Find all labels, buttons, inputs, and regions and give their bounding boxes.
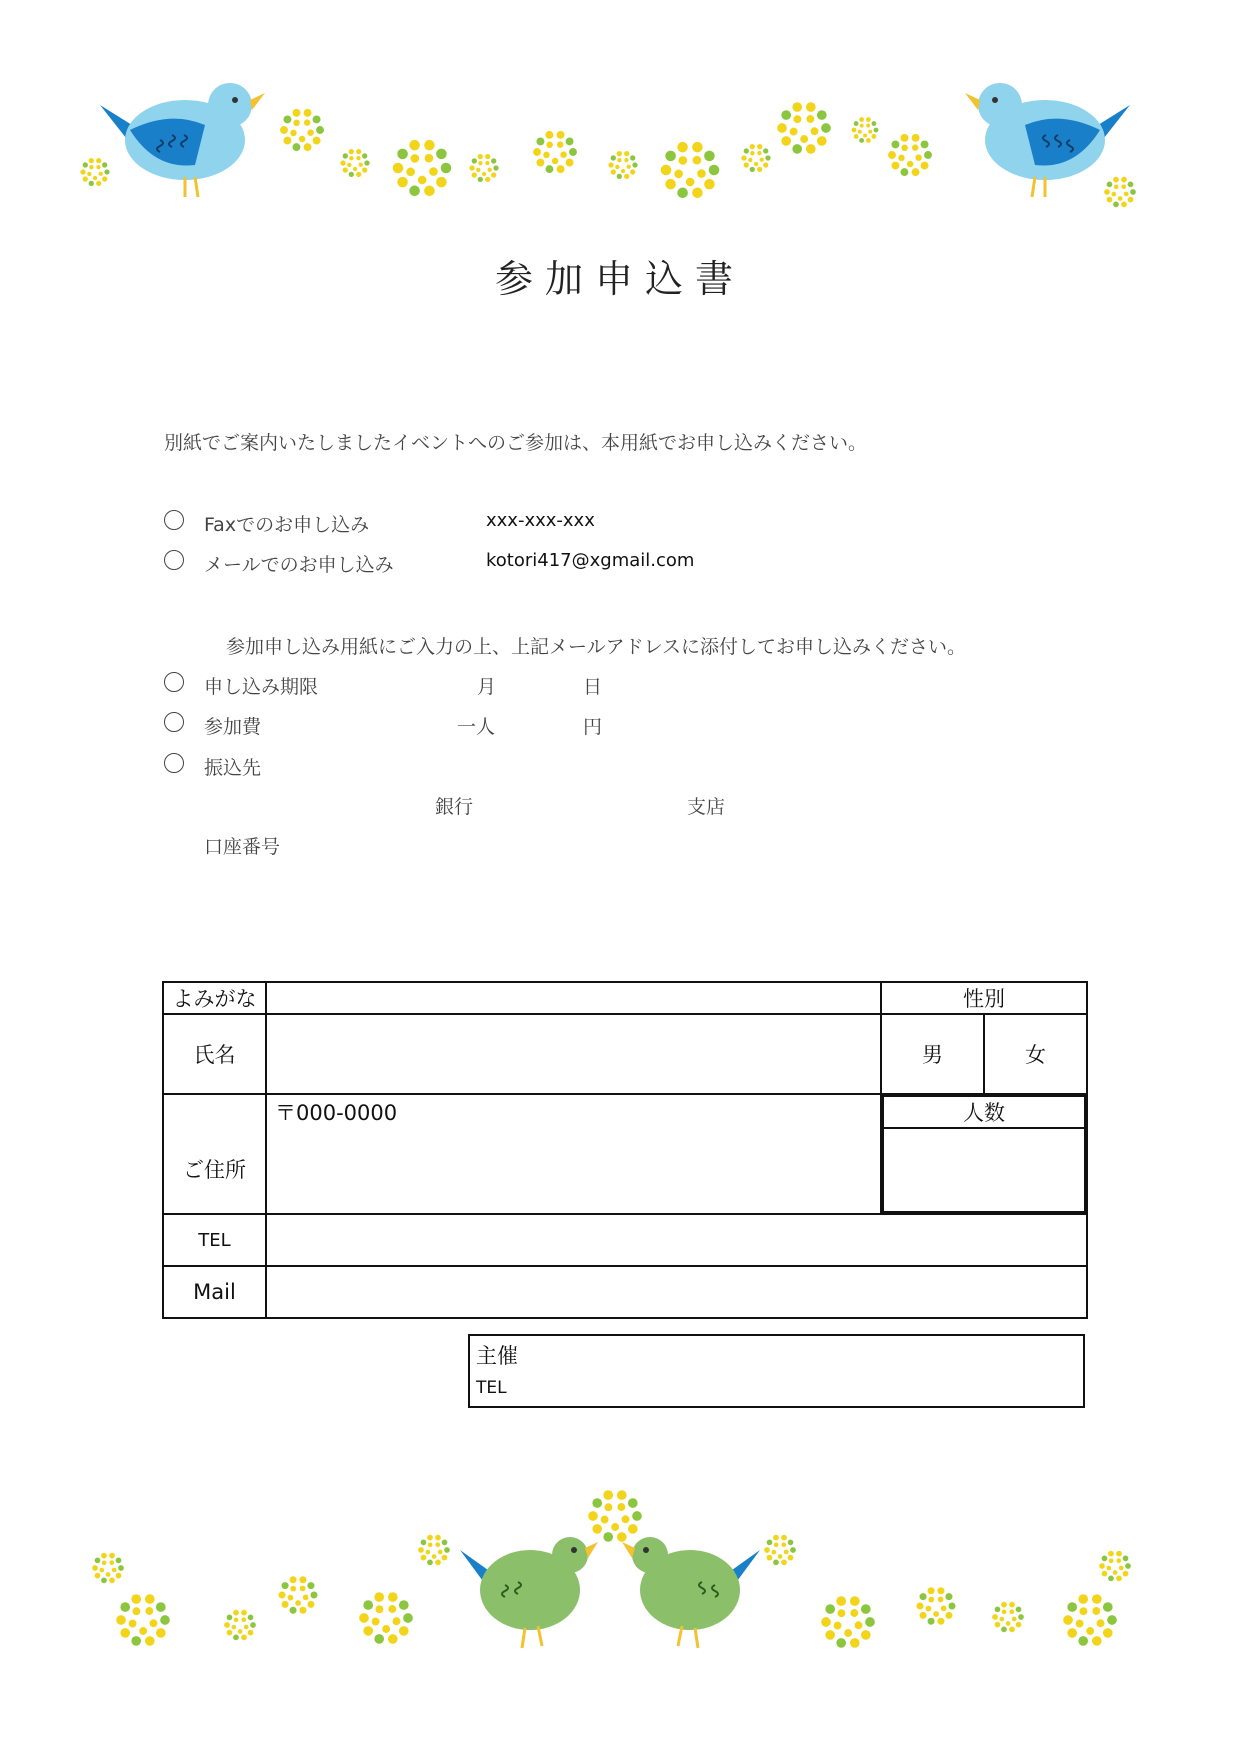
yomigana-input[interactable] — [266, 982, 881, 1014]
transfer-row — [164, 753, 262, 779]
fee-per-person: 一人 — [457, 716, 496, 738]
gender-label: 性別 — [881, 982, 1087, 1014]
mail-row — [164, 550, 695, 576]
circle-bullet-icon — [164, 672, 184, 692]
name-label: 氏名 — [163, 1014, 266, 1094]
blue-bird-left-icon — [100, 83, 265, 197]
deadline-row — [164, 672, 603, 698]
deadline-month: 月 — [477, 676, 497, 698]
organizer-label: 主催 — [476, 1344, 518, 1368]
branch-label: 支店 — [687, 796, 726, 818]
people-label: 人数 — [883, 1096, 1085, 1128]
mail-address: kotori417@xgmail.com — [486, 550, 695, 571]
address-label: ご住所 — [163, 1094, 266, 1214]
yomigana-label: よみがな — [163, 982, 266, 1014]
intro-text: 別紙でご案内いたしましたイベントへのご参加は、本用紙でお申し込みください。 — [164, 432, 868, 454]
name-input[interactable] — [266, 1014, 881, 1094]
green-bird-left-icon — [460, 1537, 598, 1648]
mail-input[interactable] — [266, 1266, 1087, 1318]
instruction-text: 参加申し込み用紙にご入力の上、上記メールアドレスに添付してお申し込みください。 — [226, 636, 967, 658]
bottom-decoration — [0, 1470, 1240, 1670]
circle-bullet-icon — [164, 753, 184, 773]
fax-number: xxx-xxx-xxx — [486, 510, 595, 531]
organizer-box — [468, 1334, 1085, 1408]
bank-label: 銀行 — [435, 796, 474, 818]
fax-label: Faxでのお申し込み — [204, 514, 370, 536]
mail-label: メールでのお申し込み — [204, 554, 394, 576]
transfer-label: 振込先 — [204, 757, 262, 779]
people-input[interactable] — [883, 1128, 1085, 1212]
male-option[interactable]: 男 — [881, 1014, 984, 1094]
mail-field-label: Mail — [163, 1266, 266, 1318]
circle-bullet-icon — [164, 510, 184, 530]
fee-label: 参加費 — [204, 716, 262, 738]
postal-code-text: 〒000-0000 — [275, 1101, 398, 1125]
organizer-tel-label: TEL — [476, 1378, 507, 1398]
application-form-table — [162, 981, 1088, 1319]
fee-yen: 円 — [583, 716, 603, 738]
tel-label: TEL — [163, 1214, 266, 1266]
top-decoration — [0, 60, 1240, 230]
circle-bullet-icon — [164, 712, 184, 732]
deadline-label: 申し込み期限 — [204, 676, 319, 698]
flower-dots-icon — [92, 1490, 1131, 1648]
fax-row — [164, 510, 595, 536]
address-input[interactable] — [266, 1094, 881, 1214]
female-option[interactable]: 女 — [984, 1014, 1087, 1094]
blue-bird-right-icon — [965, 83, 1130, 197]
account-number-label: 口座番号 — [204, 836, 281, 858]
circle-bullet-icon — [164, 550, 184, 570]
flower-dots-icon — [80, 102, 1136, 207]
deadline-day: 日 — [583, 676, 603, 698]
page-title: 参加申込書 — [494, 257, 745, 301]
fee-row — [164, 712, 603, 738]
people-cell — [881, 1094, 1087, 1214]
tel-input[interactable] — [266, 1214, 1087, 1266]
green-bird-right-icon — [622, 1537, 760, 1648]
